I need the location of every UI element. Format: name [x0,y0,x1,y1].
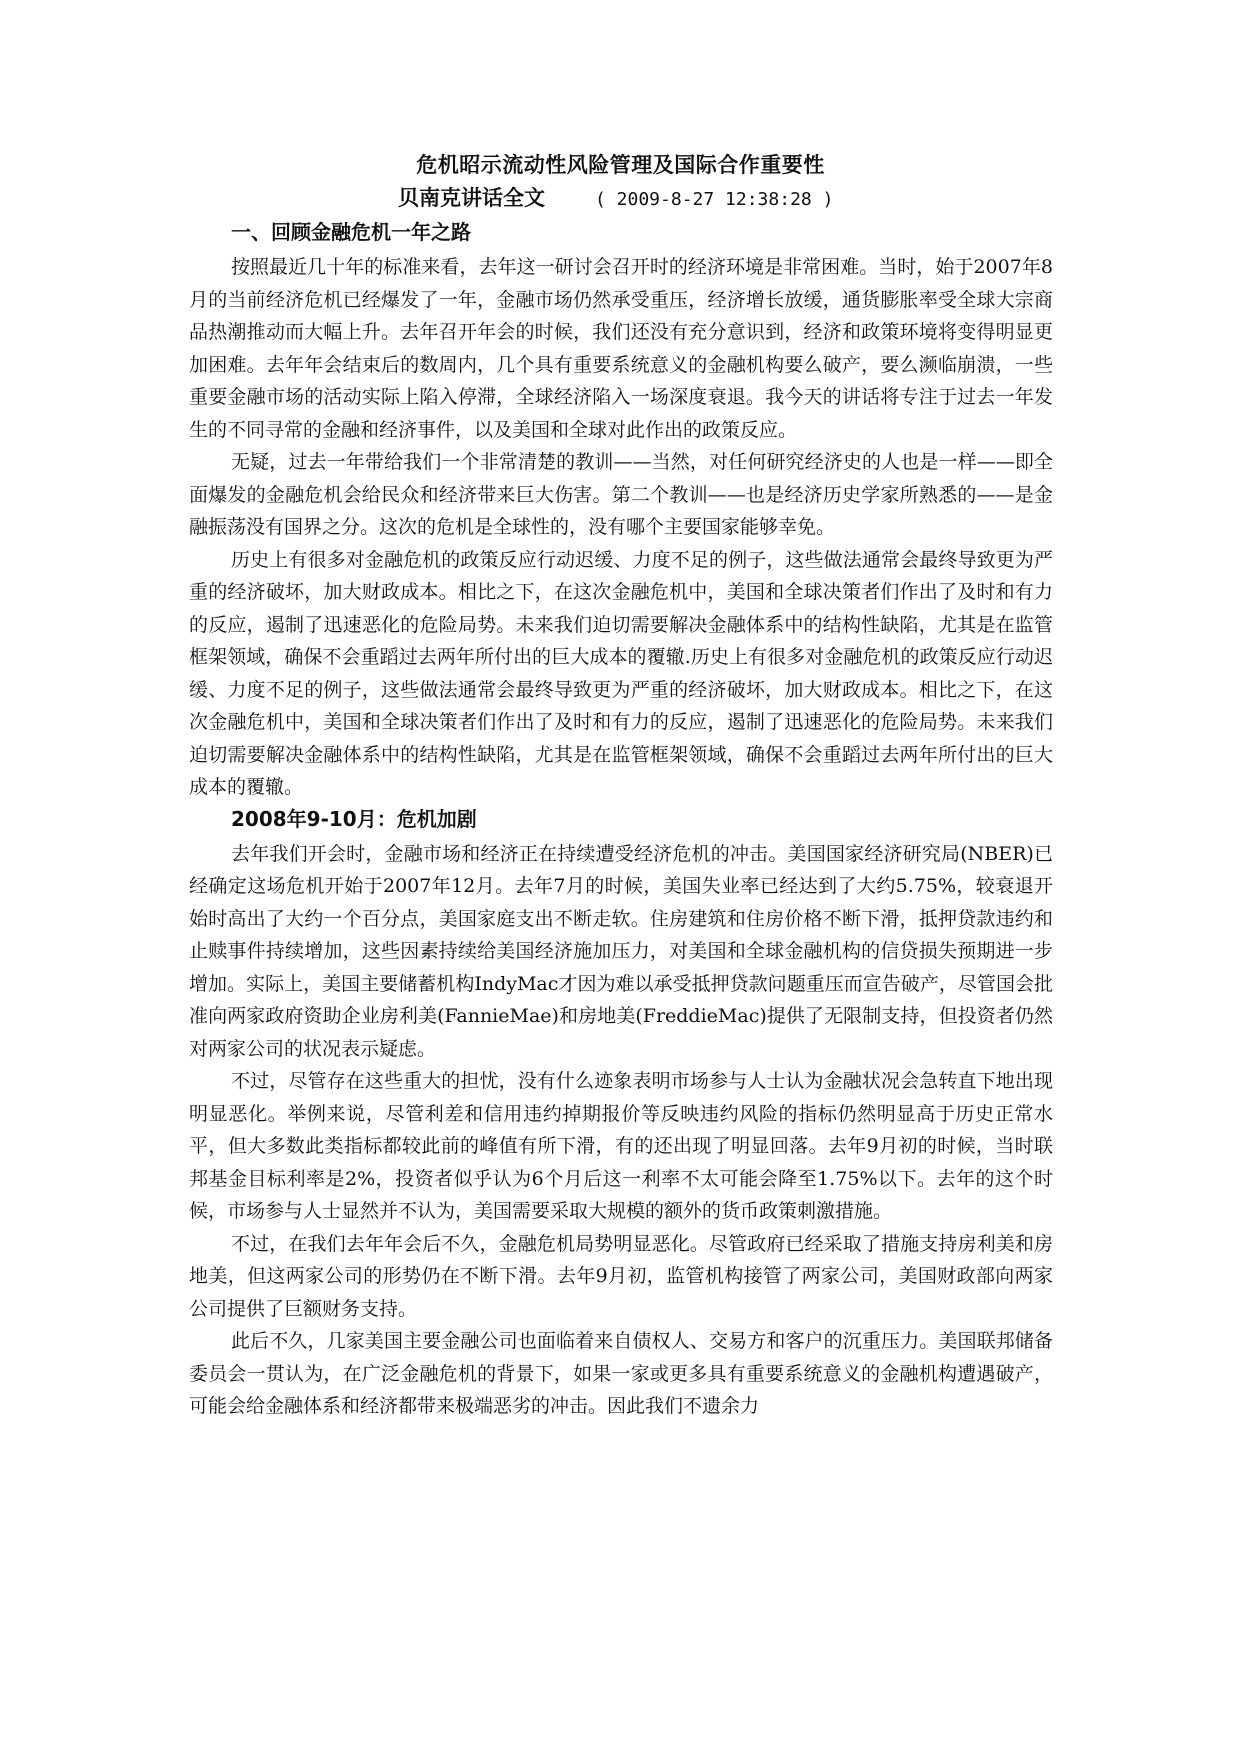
publish-date: ( 2009-8-27 12:38:28 ) [595,189,834,210]
paragraph: 无疑，过去一年带给我们一个非常清楚的教训——当然，对任何研究经济史的人也是一样——即全面爆发的金融危机会给民众和经济带来巨大伤害。第二个教训——也是经济历史学家所熟悉的——是金融振荡没有国界之分。这次的危机是全球性的，没有哪个主要国家能够幸免。 [189,451,1053,538]
paragraph: 此后不久，几家美国主要金融公司也面临着来自债权人、交易方和客户的沉重压力。美国联邦储备委员会一贯认为，在广泛金融危机的背景下，如果一家或更多具有重要系统意义的金融机构遭遇破产，可能会给金融体系和经济都带来极端恶劣的冲击。因此我们不遗余力 [189,1330,1053,1417]
document-title: 危机昭示流动性风险管理及国际合作重要性 [416,153,825,177]
section-heading: 一、回顾金融危机一年之路 [231,220,471,244]
section-heading: 2008年9-10月：危机加剧 [231,806,477,831]
paragraph: 按照最近几十年的标准来看，去年这一研讨会召开时的经济环境是非常困难。当时，始于2007年8月的当前经济危机已经爆发了一年，金融市场仍然承受重压，经济增长放缓，通货膨胀率受全球大宗商品热潮推动而大幅上升。去年召开年会的时候，我们还没有充分意识到，经济和政策环境将变得明显更加困难。去年年会结束后的数周内，几个具有重要系统意义的金融机构要么破产，要么濒临崩溃，一些重要金融市场的活动实际上陷入停滞，全球经济陷入一场深度衰退。我今天的讲话将专注于过去一年发生的不同寻常的金融和经济事件，以及美国和全球对此作出的政策反应。 [189,256,1053,441]
paragraph: 不过，尽管存在这些重大的担忧，没有什么迹象表明市场参与人士认为金融状况会急转直下地出现明显恶化。举例来说，尽管利差和信用违约掉期报价等反映违约风险的指标仍然明显高于历史正常水平，但大多数此类指标都较此前的峰值有所下滑，有的还出现了明显回落。去年9月初的时候，当时联邦基金目标利率是2%，投资者似乎认为6个月后这一利率不太可能会降至1.75%以下。去年的这个时候，市场参与人士显然并不认为，美国需要采取大规模的额外的货币政策刺激措施。 [189,1070,1053,1222]
paragraph: 去年我们开会时，金融市场和经济正在持续遭受经济危机的冲击。美国国家经济研究局(NBER)已经确定这场危机开始于2007年12月。去年7月的时候，美国失业率已经达到了大约5.75%，较衰退开始时高出了大约一个百分点，美国家庭支出不断走软。住房建筑和住房价格不断下滑，抵押贷款违约和止赎事件持续增加，这些因素持续给美国经济施加压力，对美国和全球金融机构的信贷损失预期进一步增加。实际上，美国主要储蓄机构IndyMac才因为难以承受抵押贷款问题重压而宣告破产，尽管国会批准向两家政府资助企业房利美(FannieMae)和房地美(FreddieMac)提供了无限制支持，但投资者仍然对两家公司的状况表示疑虑。 [189,842,1053,1060]
document-body [189,217,1053,1423]
paragraph: 不过，在我们去年年会后不久，金融危机局势明显恶化。尽管政府已经采取了措施支持房利美和房地美，但这两家公司的形势仍在不断下滑。去年9月初，监管机构接管了两家公司，美国财政部向两家公司提供了巨额财务支持。 [189,1232,1053,1320]
speaker-label: 贝南克讲话全文 [398,186,545,210]
paragraph: 历史上有很多对金融危机的政策反应行动迟缓、力度不足的例子，这些做法通常会最终导致更为严重的经济破坏，加大财政成本。相比之下，在这次金融危机中，美国和全球决策者们作出了及时和有力的反应，遏制了迅速恶化的危险局势。未来我们迫切需要解决金融体系中的结构性缺陷，尤其是在监管框架领域，确保不会重蹈过去两年所付出的巨大成本的覆辙.历史上有很多对金融危机的政策反应行动迟缓、力度不足的例子，这些做法通常会最终导致更为严重的经济破坏，加大财政成本。相比之下，在这次金融危机中，美国和全球决策者们作出了及时和有力的反应，遏制了迅速恶化的危险局势。未来我们迫切需要解决金融体系中的结构性缺陷，尤其是在监管框架领域，确保不会重蹈过去两年所付出的巨大成本的覆辙。 [189,548,1053,798]
document-byline [398,183,833,215]
